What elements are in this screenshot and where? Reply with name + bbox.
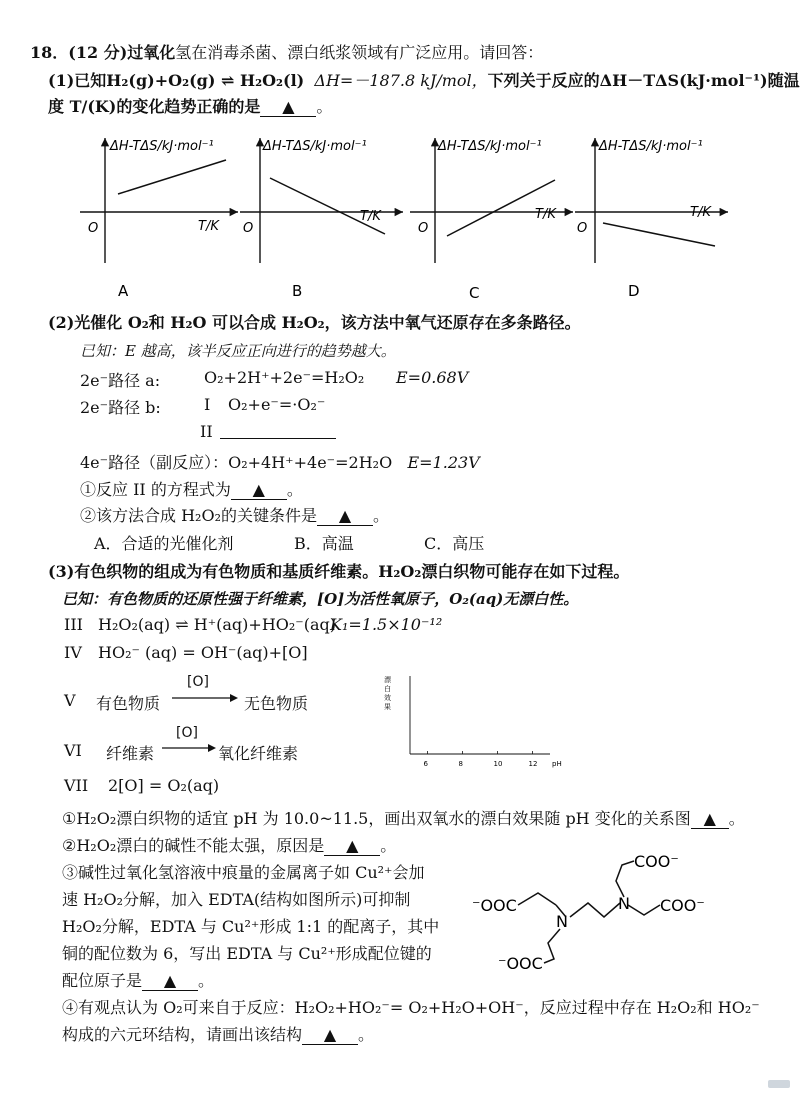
graph-a-xlabel: T/K: [198, 219, 219, 234]
part1-line1: [48, 68, 800, 91]
part3-q3-blank[interactable]: [142, 971, 198, 991]
chart-ylabel-3: 效: [384, 694, 391, 702]
option-a[interactable]: A: [118, 282, 129, 298]
chart-tick-label: 8: [458, 760, 463, 768]
part2-choice-a[interactable]: A．合适的光催化剂: [94, 534, 234, 553]
part3-q3-line3: H₂O₂分解，EDTA 与 Cu²⁺形成 1:1 的配离子，其中: [62, 917, 440, 936]
part3-q4-line1: ④有观点认为 O₂可来自于反应：H₂O₂+HO₂⁻= O₂+H₂O+OH⁻，反应过程中存在 H₂O₂和 HO₂⁻: [62, 998, 760, 1017]
path-b-step2-blank[interactable]: [220, 430, 336, 439]
edta-coo-top: COO⁻: [634, 852, 679, 871]
graph-c-ylabel: ΔH-TΔS/kJ·mol⁻¹: [438, 139, 542, 154]
reaction-iv-num: IV: [64, 643, 82, 662]
path-4e-label: 4e⁻路径（副反应）：: [80, 453, 229, 472]
graph-b-origin: O: [243, 221, 254, 236]
part2-q1-end: 。: [286, 480, 303, 499]
part3-q2: [62, 833, 396, 856]
part3-known: 已知：有色物质的还原性强于纤维素，[O]为活性氧原子，O₂(aq)无漂白性。: [62, 590, 579, 608]
part2-known: 已知：E 越高，该半反应正向进行的趋势越大。: [80, 342, 396, 360]
reaction-vi-left: 纤维素: [106, 744, 155, 763]
chart-tick-label: 6: [423, 760, 428, 768]
graph-d-line: [603, 223, 715, 246]
blank-marker: ▲: [323, 1025, 337, 1044]
chart-ylabel-4: 果: [384, 703, 391, 711]
reaction-v-left: 有色物质: [96, 694, 161, 713]
part1-answer-blank[interactable]: [260, 97, 316, 117]
path-b-step1-eq: O₂+e⁻=·O₂⁻: [228, 395, 326, 414]
chart-tick-label: 10: [493, 760, 503, 768]
blank-marker: ▲: [703, 809, 716, 828]
graph-c: [410, 138, 573, 298]
reaction-v-arrow: [170, 692, 242, 704]
edta-coo-right: COO⁻: [660, 896, 705, 915]
part3-q4-blank[interactable]: [302, 1025, 358, 1045]
chart-tick-label: 12: [528, 760, 538, 768]
question-header: [30, 40, 543, 63]
part1-equation: H₂(g)+O₂(g) ⇌ H₂O₂(l): [106, 71, 305, 90]
graph-d: [575, 138, 728, 298]
part3-q3-text: 配位原子是: [62, 971, 143, 990]
reaction-iv-eq: HO₂⁻ (aq) = OH⁻(aq)+[O]: [98, 643, 308, 662]
option-b[interactable]: B: [292, 282, 303, 298]
graph-a-ylabel: ΔH-TΔS/kJ·mol⁻¹: [110, 139, 214, 154]
reaction-v-num: V: [64, 691, 76, 710]
chart-ylabel-2: 白: [384, 685, 391, 693]
part3-q2-text: ②H₂O₂漂白的碱性不能太强，原因是: [62, 836, 325, 855]
part2-q1-blank[interactable]: [231, 480, 287, 500]
part3-q4-line2: [62, 1022, 374, 1045]
graph-d-ylabel: ΔH-TΔS/kJ·mol⁻¹: [599, 139, 703, 154]
path-4e: [80, 450, 480, 473]
graph-a: [80, 138, 238, 298]
reaction-v-right: 无色物质: [244, 694, 309, 713]
reaction-vi-arrow: [160, 742, 220, 754]
part1-label: (1)已知: [48, 71, 107, 90]
edta-structure: [470, 845, 710, 980]
reaction-iii-k: K₁=1.5×10⁻¹²: [330, 615, 443, 634]
edta-ooc-bottom: ⁻OOC: [498, 954, 543, 973]
chart-ylabel-1: 漂: [384, 676, 391, 684]
edta-ooc-left: ⁻OOC: [472, 896, 517, 915]
part2-q2-end: 。: [373, 506, 390, 525]
part2-q2: [80, 503, 389, 526]
reaction-vi-num: VI: [64, 741, 82, 760]
question-intro: 氢在消毒杀菌、漂白纸浆领域有广泛应用。请回答：: [175, 43, 544, 62]
part2-q2-text: ②该方法合成 H₂O₂的关键条件是: [80, 506, 317, 525]
graph-c-origin: O: [418, 221, 429, 236]
blank-marker: ▲: [338, 506, 352, 525]
blank-marker: ▲: [252, 480, 265, 499]
reaction-iii-eq: H₂O₂(aq) ⇌ H⁺(aq)+HO₂⁻(aq): [98, 615, 337, 634]
part3-q1-blank[interactable]: [691, 809, 729, 829]
part3-label: (3)有色织物的组成为有色物质和基质纤维素。H₂O₂漂白织物可能存在如下过程。: [48, 562, 630, 581]
part3-q1-end: 。: [728, 809, 745, 828]
part3-q1: [62, 806, 745, 829]
chart-x-ticks: [424, 751, 538, 768]
reaction-v-condition: [O]: [187, 674, 209, 690]
path-a-equation: O₂+2H⁺+2e⁻=H₂O₂: [204, 368, 365, 387]
graph-a-line: [118, 160, 226, 194]
scan-watermark-icon: [768, 1080, 790, 1088]
reaction-vii-num: VII: [64, 776, 89, 795]
part1-graphs: [70, 128, 730, 298]
path-4e-potential: E=1.23V: [407, 453, 480, 472]
part1-line2: [48, 94, 332, 117]
graph-b-line: [270, 178, 385, 234]
reaction-vii-eq: 2[O] = O₂(aq): [108, 776, 220, 795]
question-points: (12 分): [68, 43, 128, 62]
path-b-step2-num: II: [200, 422, 213, 441]
option-c[interactable]: C: [469, 284, 480, 298]
chart-xlabel: pH: [552, 760, 562, 768]
part3-q3-end: 。: [198, 971, 215, 990]
blank-marker: ▲: [163, 971, 177, 990]
blank-marker: ▲: [346, 836, 359, 855]
part2-q1: [80, 477, 303, 500]
part2-choice-c[interactable]: C．高压: [424, 534, 485, 553]
part3-q3-line5: [62, 968, 214, 991]
part3-q1-text: ①H₂O₂漂白织物的适宜 pH 为 10.0~11.5，画出双氧水的漂白效果随 pH 变化的关系图: [62, 809, 691, 828]
reaction-iii-num: III: [64, 615, 83, 634]
graph-b: [240, 138, 403, 298]
edta-n-left: N: [556, 912, 568, 931]
path-a-label: 2e⁻路径 a:: [80, 371, 161, 390]
question-number: 18．: [30, 43, 69, 62]
blank-marker: ▲: [282, 97, 295, 116]
option-d[interactable]: D: [628, 282, 640, 298]
part3-q2-end: 。: [380, 836, 397, 855]
question-title: 过氧化: [127, 43, 176, 62]
graph-b-ylabel: ΔH-TΔS/kJ·mol⁻¹: [263, 139, 367, 154]
edta-n-right: N: [618, 894, 630, 913]
part3-q2-blank[interactable]: [324, 836, 380, 856]
part2-q1-text: ①反应 II 的方程式为: [80, 480, 231, 499]
graph-b-xlabel: T/K: [360, 209, 381, 224]
part3-q3-line1: ③碱性过氧化氢溶液中痕量的金属离子如 Cu²⁺会加: [62, 863, 425, 882]
part1-text: 下列关于反应的ΔH－TΔS(kJ·mol⁻¹)随温: [487, 71, 800, 90]
path-b-label: 2e⁻路径 b:: [80, 398, 161, 417]
part3-q4-text: 构成的六元环结构，请画出该结构: [62, 1025, 303, 1044]
path-b-step1-num: I: [204, 395, 211, 414]
bleach-ph-chart[interactable]: [380, 668, 580, 778]
reaction-vi-condition: [O]: [176, 725, 198, 741]
reaction-vi-right: 氧化纤维素: [218, 744, 299, 763]
path-a-potential: E=0.68V: [396, 368, 469, 387]
graph-d-xlabel: T/K: [690, 205, 711, 220]
part1-delta-h: ΔH=－187.8 kJ/mol，: [314, 71, 488, 90]
graph-d-origin: O: [577, 221, 588, 236]
part2-choice-b[interactable]: B．高温: [294, 534, 354, 553]
graph-c-xlabel: T/K: [535, 207, 556, 222]
part2-label: (2)光催化 O₂和 H₂O 可以合成 H₂O₂，该方法中氧气还原存在多条路径。: [48, 313, 581, 332]
part2-q2-blank[interactable]: [317, 506, 373, 526]
part1-question: 度 T/(K)的变化趋势正确的是: [48, 97, 261, 116]
part3-q4-end: 。: [358, 1025, 375, 1044]
part3-q3-line2: 速 H₂O₂分解，加入 EDTA(结构如图所示)可抑制: [62, 890, 411, 909]
part1-end: 。: [316, 97, 333, 116]
path-4e-equation: O₂+4H⁺+4e⁻=2H₂O: [228, 453, 393, 472]
part3-q3-line4: 铜的配位数为 6，写出 EDTA 与 Cu²⁺形成配位键的: [62, 944, 432, 963]
graph-a-origin: O: [88, 221, 99, 236]
